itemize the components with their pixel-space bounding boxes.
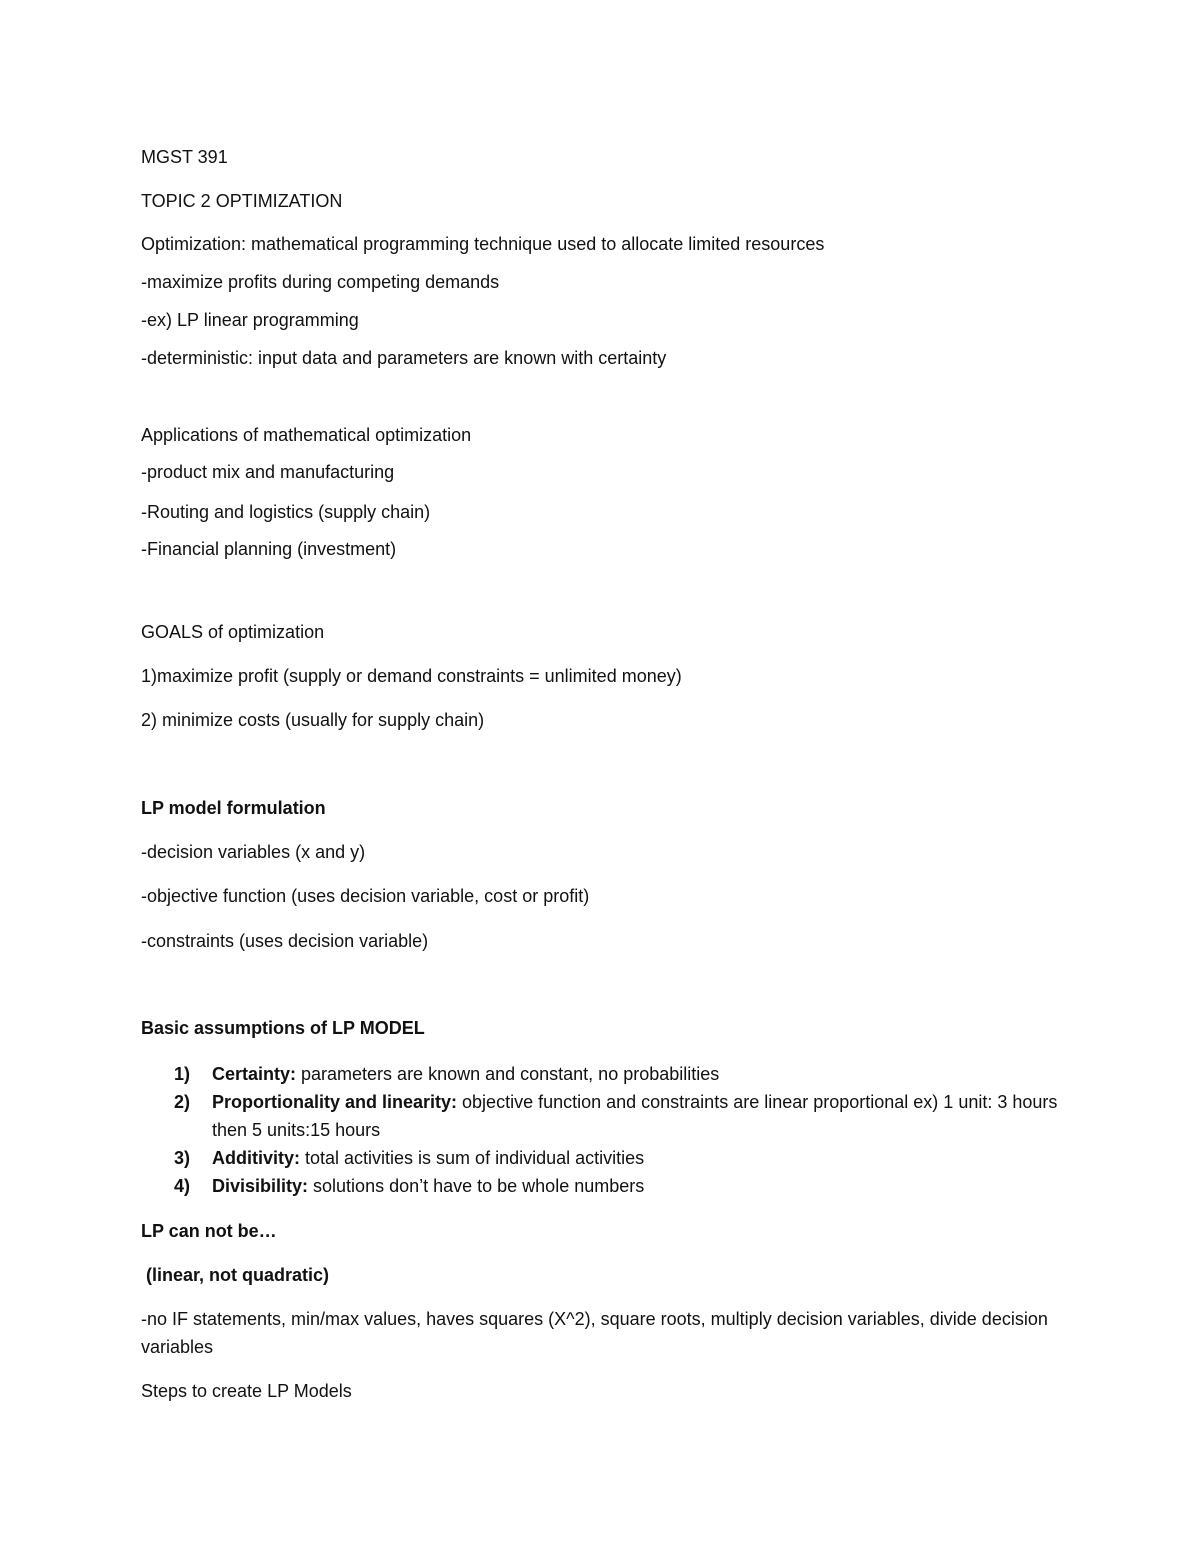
- list-number: 4): [174, 1176, 191, 1196]
- formulation-item: -constraints (uses decision variable): [141, 931, 429, 951]
- assumption-term: Divisibility:: [212, 1176, 309, 1196]
- course-code: MGST 391: [141, 147, 228, 167]
- topic-title: TOPIC 2 OPTIMIZATION: [141, 191, 343, 211]
- assumption-term: Additivity:: [212, 1148, 300, 1168]
- cannot-subheading: (linear, not quadratic): [141, 1265, 330, 1285]
- cannot-heading: LP can not be…: [141, 1221, 277, 1241]
- formulation-item: -objective function (uses decision variable, cost or profit): [141, 886, 590, 906]
- applications-heading: Applications of mathematical optimization: [141, 425, 472, 445]
- assumption-text: objective function and constraints are linear proportional ex) 1 unit: 3 hours then 5 units:15 hours: [212, 1092, 1058, 1140]
- assumption-term: Certainty:: [212, 1064, 297, 1084]
- goal-item: 2) minimize costs (usually for supply chain): [141, 710, 485, 730]
- assumptions-list: [141, 1060, 1081, 1200]
- list-number: 1): [174, 1064, 191, 1084]
- list-number: 3): [174, 1148, 191, 1168]
- list-number: 2): [174, 1092, 191, 1112]
- list-item: [141, 1172, 1081, 1200]
- intro-bullet: -ex) LP linear programming: [141, 310, 359, 330]
- steps-heading: Steps to create LP Models: [141, 1381, 352, 1401]
- list-item: [141, 1088, 1081, 1144]
- list-item: [141, 1144, 1081, 1172]
- formulation-item: -decision variables (x and y): [141, 842, 366, 862]
- cannot-text: -no IF statements, min/max values, haves squares (X^2), square roots, multiply decision variables, divide decision variables: [141, 1309, 1048, 1357]
- assumption-term: Proportionality and linearity:: [212, 1092, 458, 1112]
- optimization-definition: Optimization: mathematical programming technique used to allocate limited resources: [141, 234, 825, 254]
- assumptions-heading: Basic assumptions of LP MODEL: [141, 1018, 425, 1038]
- goal-item: 1)maximize profit (supply or demand constraints = unlimited money): [141, 666, 682, 686]
- intro-bullet: -deterministic: input data and parameters are known with certainty: [141, 348, 667, 368]
- formulation-heading: LP model formulation: [141, 798, 326, 818]
- application-item: -Financial planning (investment): [141, 539, 397, 559]
- goals-heading: GOALS of optimization: [141, 622, 325, 642]
- assumption-text: solutions don’t have to be whole numbers: [308, 1176, 645, 1196]
- list-item: [141, 1060, 1081, 1088]
- assumption-text: total activities is sum of individual activities: [300, 1148, 645, 1168]
- intro-bullet: -maximize profits during competing demands: [141, 272, 500, 292]
- assumption-text: parameters are known and constant, no probabilities: [296, 1064, 720, 1084]
- application-item: -Routing and logistics (supply chain): [141, 502, 431, 522]
- application-item: -product mix and manufacturing: [141, 462, 395, 482]
